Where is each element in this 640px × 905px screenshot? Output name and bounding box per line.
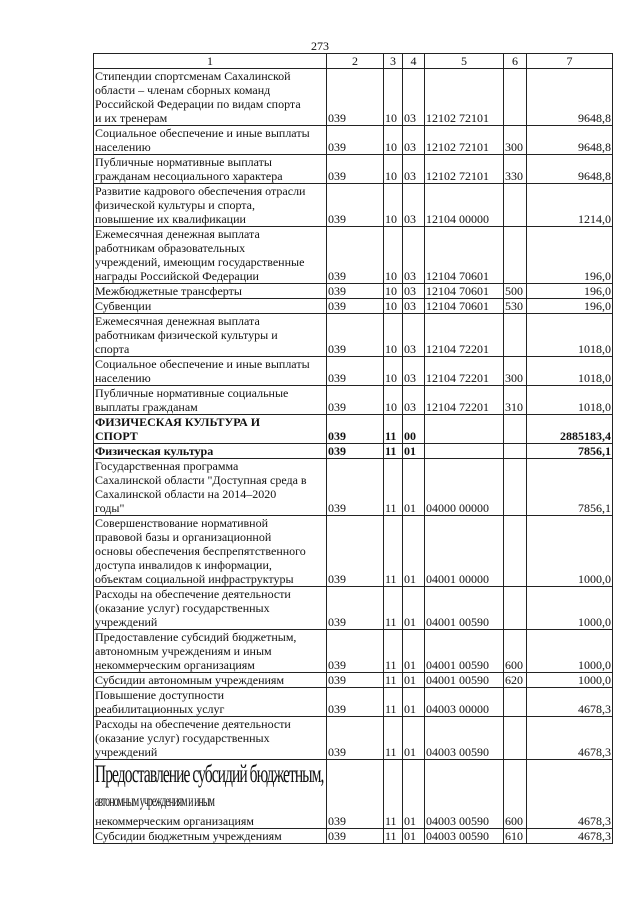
row-name: Субсидии бюджетным учреждениям bbox=[94, 829, 327, 844]
section-code-cell: 11 bbox=[384, 415, 403, 444]
target-code-cell: 12104 70601 bbox=[425, 284, 504, 299]
expense-type-cell bbox=[504, 314, 527, 357]
row-name-line: некоммерческим организациям bbox=[94, 814, 254, 828]
table-row bbox=[94, 415, 613, 444]
row-name-line: автономным учреждениям и иным bbox=[94, 793, 214, 810]
target-code-cell: 12102 72101 bbox=[425, 155, 504, 184]
target-code-cell: 04001 00590 bbox=[425, 673, 504, 688]
expense-type-cell bbox=[504, 516, 527, 587]
header-cell: 7 bbox=[527, 54, 613, 69]
amount-cell: 7856,1 bbox=[527, 459, 613, 516]
header-cell: 4 bbox=[403, 54, 425, 69]
row-name: Субвенции bbox=[94, 299, 327, 314]
section-code-cell: 11 bbox=[384, 459, 403, 516]
subsection-code-cell: 00 bbox=[403, 415, 425, 444]
section-code-cell: 11 bbox=[384, 717, 403, 760]
target-code-cell: 12102 72101 bbox=[425, 69, 504, 126]
admin-code-cell: 039 bbox=[327, 673, 384, 688]
amount-cell: 9648,8 bbox=[527, 126, 613, 155]
admin-code-cell: 039 bbox=[327, 155, 384, 184]
expense-type-cell bbox=[504, 415, 527, 444]
admin-code-cell: 039 bbox=[327, 299, 384, 314]
amount-cell: 1018,0 bbox=[527, 314, 613, 357]
row-name: Расходы на обеспечение деятельности (оказание услуг) государственных учреждений bbox=[94, 587, 327, 630]
expense-type-cell: 500 bbox=[504, 284, 527, 299]
expense-type-cell: 600 bbox=[504, 630, 527, 673]
table-body bbox=[94, 69, 613, 844]
amount-cell: 1000,0 bbox=[527, 630, 613, 673]
target-code-cell: 04001 00590 bbox=[425, 630, 504, 673]
amount-cell: 7856,1 bbox=[527, 444, 613, 459]
section-code-cell: 10 bbox=[384, 299, 403, 314]
row-name: Совершенствование нормативной правовой базы и организационной основы обеспечения беспрепятственного доступа инвалидов к информации, объектам социальной инфраструктуры bbox=[94, 516, 327, 587]
table-row bbox=[94, 227, 613, 284]
table-row bbox=[94, 184, 613, 227]
header-cell: 6 bbox=[504, 54, 527, 69]
subsection-code-cell: 01 bbox=[403, 829, 425, 844]
admin-code-cell: 039 bbox=[327, 760, 384, 829]
section-code-cell: 11 bbox=[384, 516, 403, 587]
section-code-cell: 11 bbox=[384, 829, 403, 844]
row-name: Ежемесячная денежная выплата работникам образовательных учреждений, имеющим государственные награды Российской Федерации bbox=[94, 227, 327, 284]
admin-code-cell: 039 bbox=[327, 126, 384, 155]
expense-type-cell: 530 bbox=[504, 299, 527, 314]
subsection-code-cell: 03 bbox=[403, 69, 425, 126]
target-code-cell bbox=[425, 444, 504, 459]
subsection-code-cell: 01 bbox=[403, 760, 425, 829]
header-cell: 2 bbox=[327, 54, 384, 69]
table-row bbox=[94, 459, 613, 516]
section-code-cell: 10 bbox=[384, 314, 403, 357]
expense-type-cell bbox=[504, 444, 527, 459]
admin-code-cell: 039 bbox=[327, 630, 384, 673]
subsection-code-cell: 01 bbox=[403, 516, 425, 587]
expense-type-cell bbox=[504, 688, 527, 717]
table-row bbox=[94, 299, 613, 314]
row-name bbox=[94, 760, 323, 829]
section-code-cell: 10 bbox=[384, 126, 403, 155]
table-row bbox=[94, 69, 613, 126]
target-code-cell: 12104 72201 bbox=[425, 386, 504, 415]
row-name: Физическая культура bbox=[94, 444, 327, 459]
header-row bbox=[94, 54, 613, 69]
subsection-code-cell: 01 bbox=[403, 630, 425, 673]
row-name: Социальное обеспечение и иные выплаты населению bbox=[94, 357, 327, 386]
row-name: Публичные нормативные социальные выплаты гражданам bbox=[94, 386, 327, 415]
row-name-line: Предоставление субсидий бюджетным, bbox=[94, 761, 323, 788]
expense-type-cell: 300 bbox=[504, 126, 527, 155]
subsection-code-cell: 03 bbox=[403, 227, 425, 284]
expense-type-cell bbox=[504, 69, 527, 126]
amount-cell: 1000,0 bbox=[527, 516, 613, 587]
table-row bbox=[94, 760, 613, 829]
header-cell: 1 bbox=[94, 54, 327, 69]
table-row bbox=[94, 444, 613, 459]
section-code-cell: 10 bbox=[384, 386, 403, 415]
header-cell: 3 bbox=[384, 54, 403, 69]
subsection-code-cell: 01 bbox=[403, 444, 425, 459]
target-code-cell: 12104 00000 bbox=[425, 184, 504, 227]
section-code-cell: 10 bbox=[384, 227, 403, 284]
table-row bbox=[94, 126, 613, 155]
amount-cell: 1000,0 bbox=[527, 587, 613, 630]
section-code-cell: 10 bbox=[384, 284, 403, 299]
admin-code-cell: 039 bbox=[327, 444, 384, 459]
expense-type-cell bbox=[504, 717, 527, 760]
expense-type-cell: 620 bbox=[504, 673, 527, 688]
amount-cell: 9648,8 bbox=[527, 69, 613, 126]
section-code-cell: 11 bbox=[384, 688, 403, 717]
target-code-cell: 04003 00590 bbox=[425, 829, 504, 844]
row-name: Ежемесячная денежная выплата работникам физической культуры и спорта bbox=[94, 314, 327, 357]
section-code-cell: 10 bbox=[384, 184, 403, 227]
amount-cell: 1000,0 bbox=[527, 673, 613, 688]
subsection-code-cell: 03 bbox=[403, 299, 425, 314]
expense-type-cell: 610 bbox=[504, 829, 527, 844]
amount-cell: 4678,3 bbox=[527, 760, 613, 829]
expense-type-cell bbox=[504, 459, 527, 516]
table-row bbox=[94, 717, 613, 760]
admin-code-cell: 039 bbox=[327, 717, 384, 760]
admin-code-cell: 039 bbox=[327, 688, 384, 717]
expense-type-cell: 600 bbox=[504, 760, 527, 829]
table-row bbox=[94, 284, 613, 299]
admin-code-cell: 039 bbox=[327, 314, 384, 357]
section-code-cell: 10 bbox=[384, 69, 403, 126]
subsection-code-cell: 03 bbox=[403, 386, 425, 415]
admin-code-cell: 039 bbox=[327, 284, 384, 299]
expense-type-cell bbox=[504, 227, 527, 284]
amount-cell: 1018,0 bbox=[527, 357, 613, 386]
target-code-cell: 04001 00000 bbox=[425, 516, 504, 587]
target-code-cell: 04001 00590 bbox=[425, 587, 504, 630]
subsection-code-cell: 03 bbox=[403, 284, 425, 299]
table-row bbox=[94, 357, 613, 386]
table-row bbox=[94, 829, 613, 844]
table-row bbox=[94, 630, 613, 673]
target-code-cell: 12104 72201 bbox=[425, 314, 504, 357]
row-name: ФИЗИЧЕСКАЯ КУЛЬТУРА И СПОРТ bbox=[94, 415, 327, 444]
subsection-code-cell: 01 bbox=[403, 587, 425, 630]
expense-type-cell bbox=[504, 184, 527, 227]
amount-cell: 196,0 bbox=[527, 299, 613, 314]
target-code-cell: 04000 00000 bbox=[425, 459, 504, 516]
row-name: Стипендии спортсменам Сахалинской области – членам сборных команд Российской Федерации по видам спорта и их тренерам bbox=[94, 69, 327, 126]
subsection-code-cell: 03 bbox=[403, 314, 425, 357]
subsection-code-cell: 01 bbox=[403, 459, 425, 516]
admin-code-cell: 039 bbox=[327, 516, 384, 587]
row-name: Расходы на обеспечение деятельности (оказание услуг) государственных учреждений bbox=[94, 717, 327, 760]
subsection-code-cell: 03 bbox=[403, 184, 425, 227]
row-name: Предоставление субсидий бюджетным, автономным учреждениям и иным некоммерческим организациям bbox=[94, 630, 327, 673]
subsection-code-cell: 03 bbox=[403, 155, 425, 184]
target-code-cell bbox=[425, 415, 504, 444]
row-name: Публичные нормативные выплаты гражданам несоциального характера bbox=[94, 155, 327, 184]
table-row bbox=[94, 688, 613, 717]
table-row bbox=[94, 516, 613, 587]
amount-cell: 1018,0 bbox=[527, 386, 613, 415]
amount-cell: 4678,3 bbox=[527, 688, 613, 717]
target-code-cell: 12104 72201 bbox=[425, 357, 504, 386]
row-name: Субсидии автономным учреждениям bbox=[94, 673, 327, 688]
row-name: Развитие кадрового обеспечения отрасли физической культуры и спорта, повышение их квалификации bbox=[94, 184, 327, 227]
row-name: Повышение доступности реабилитационных услуг bbox=[94, 688, 327, 717]
table-row bbox=[94, 386, 613, 415]
table-row bbox=[94, 673, 613, 688]
subsection-code-cell: 01 bbox=[403, 673, 425, 688]
amount-cell: 4678,3 bbox=[527, 829, 613, 844]
expense-type-cell: 310 bbox=[504, 386, 527, 415]
admin-code-cell: 039 bbox=[327, 184, 384, 227]
target-code-cell: 04003 00590 bbox=[425, 760, 504, 829]
expense-type-cell bbox=[504, 587, 527, 630]
admin-code-cell: 039 bbox=[327, 227, 384, 284]
section-code-cell: 11 bbox=[384, 444, 403, 459]
row-name: Государственная программа Сахалинской области "Доступная среда в Сахалинской области на 2014–2020 годы" bbox=[94, 459, 327, 516]
admin-code-cell: 039 bbox=[327, 386, 384, 415]
target-code-cell: 04003 00000 bbox=[425, 688, 504, 717]
admin-code-cell: 039 bbox=[327, 415, 384, 444]
expense-type-cell: 330 bbox=[504, 155, 527, 184]
table-row bbox=[94, 155, 613, 184]
subsection-code-cell: 01 bbox=[403, 688, 425, 717]
section-code-cell: 10 bbox=[384, 357, 403, 386]
budget-table bbox=[93, 53, 613, 844]
section-code-cell: 11 bbox=[384, 587, 403, 630]
amount-cell: 196,0 bbox=[527, 227, 613, 284]
admin-code-cell: 039 bbox=[327, 587, 384, 630]
target-code-cell: 04003 00590 bbox=[425, 717, 504, 760]
admin-code-cell: 039 bbox=[327, 357, 384, 386]
admin-code-cell: 039 bbox=[327, 69, 384, 126]
amount-cell: 1214,0 bbox=[527, 184, 613, 227]
page-number: 273 bbox=[311, 39, 329, 53]
amount-cell: 2885183,4 bbox=[527, 415, 613, 444]
section-code-cell: 11 bbox=[384, 760, 403, 829]
table-row bbox=[94, 587, 613, 630]
row-name: Социальное обеспечение и иные выплаты населению bbox=[94, 126, 327, 155]
admin-code-cell: 039 bbox=[327, 459, 384, 516]
section-code-cell: 10 bbox=[384, 155, 403, 184]
section-code-cell: 11 bbox=[384, 630, 403, 673]
target-code-cell: 12104 70601 bbox=[425, 227, 504, 284]
section-code-cell: 11 bbox=[384, 673, 403, 688]
subsection-code-cell: 03 bbox=[403, 126, 425, 155]
subsection-code-cell: 01 bbox=[403, 717, 425, 760]
table-row bbox=[94, 314, 613, 357]
target-code-cell: 12104 70601 bbox=[425, 299, 504, 314]
target-code-cell: 12102 72101 bbox=[425, 126, 504, 155]
amount-cell: 9648,8 bbox=[527, 155, 613, 184]
expense-type-cell: 300 bbox=[504, 357, 527, 386]
amount-cell: 196,0 bbox=[527, 284, 613, 299]
amount-cell: 4678,3 bbox=[527, 717, 613, 760]
row-name: Межбюджетные трансферты bbox=[94, 284, 327, 299]
header-cell: 5 bbox=[425, 54, 504, 69]
admin-code-cell: 039 bbox=[327, 829, 384, 844]
subsection-code-cell: 03 bbox=[403, 357, 425, 386]
